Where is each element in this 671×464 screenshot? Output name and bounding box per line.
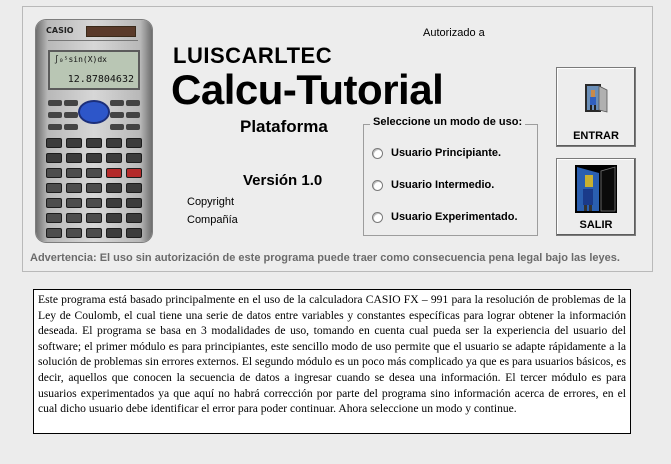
description-textbox: Este programa está basado principalmente en el uso de la calculadora CASIO FX – 991 para la resolución de problemas de la Ley de Coulomb, el cual tiene una serie de datos entre variables y constantes específicas para lograr obtener la información deseada. El programa se basa en 3 modalidades de uso, tomando en cuenta cual pueda ser la experiencia del usuario del software; el primer módulo es para principiantes, este sencillo modo de uso permite que el usuario se adapte rápidamente a la solución de problemas sin errores externos. El segundo módulo es un poco más complicado ya que es para usuarios básicos, es decir, aquellos que conocen la secuencia de datos a ingresar cuando se desea una información. El tercer módulo es para usuarios experimentados ya que aquí no habrá corrección por parte del programa sino información acerca de errores, en el cual dicho usuario debe identificar el error para poder continuar. Ahora seleccione un modo y continue. bbox=[33, 289, 631, 434]
radio-button[interactable] bbox=[372, 180, 383, 191]
calculator-model-strip bbox=[48, 40, 138, 46]
subtitle: Plataforma bbox=[240, 117, 328, 136]
copyright-label: Copyright bbox=[187, 196, 235, 208]
mode-option-label: Usuario Intermedio. bbox=[391, 179, 495, 191]
navigation-pad bbox=[78, 100, 110, 124]
enter-button-label: ENTRAR bbox=[573, 130, 619, 142]
calculator-screen bbox=[48, 50, 140, 90]
solar-panel bbox=[86, 26, 136, 37]
authorized-label: Autorizado a bbox=[423, 27, 485, 39]
version-label: Versión 1.0 bbox=[243, 172, 323, 189]
mode-group-legend: Seleccione un modo de uso: bbox=[370, 116, 525, 128]
calculator-image bbox=[36, 20, 152, 242]
mode-option-beginner[interactable] bbox=[372, 145, 501, 161]
enter-button[interactable] bbox=[556, 67, 636, 147]
mode-selection-group bbox=[363, 116, 538, 236]
keypad bbox=[46, 138, 142, 238]
app-title: Calcu-Tutorial bbox=[171, 66, 444, 113]
brand-title: LUISCARLTEC bbox=[173, 43, 333, 68]
mode-option-label: Usuario Experimentado. bbox=[391, 211, 518, 223]
exit-door-icon bbox=[571, 163, 621, 215]
mode-option-intermediate[interactable] bbox=[372, 177, 494, 193]
calculator-result: 12.87804632 bbox=[67, 74, 134, 85]
mode-option-experienced[interactable] bbox=[372, 209, 518, 225]
open-door-icon bbox=[581, 82, 613, 114]
legal-warning: Advertencia: El uso sin autorización de este programa puede traer como consecuencia pena legal bajo las leyes. bbox=[30, 252, 620, 264]
mode-option-label: Usuario Principiante. bbox=[391, 147, 502, 159]
calculator-expression: ∫₀⁵sin(X)dx bbox=[54, 55, 107, 64]
company-label: Compañía bbox=[187, 214, 238, 226]
radio-button[interactable] bbox=[372, 148, 383, 159]
exit-button[interactable] bbox=[556, 158, 636, 236]
radio-button[interactable] bbox=[372, 212, 383, 223]
exit-button-label: SALIR bbox=[579, 219, 613, 231]
calculator-brand: CASIO bbox=[46, 26, 74, 35]
